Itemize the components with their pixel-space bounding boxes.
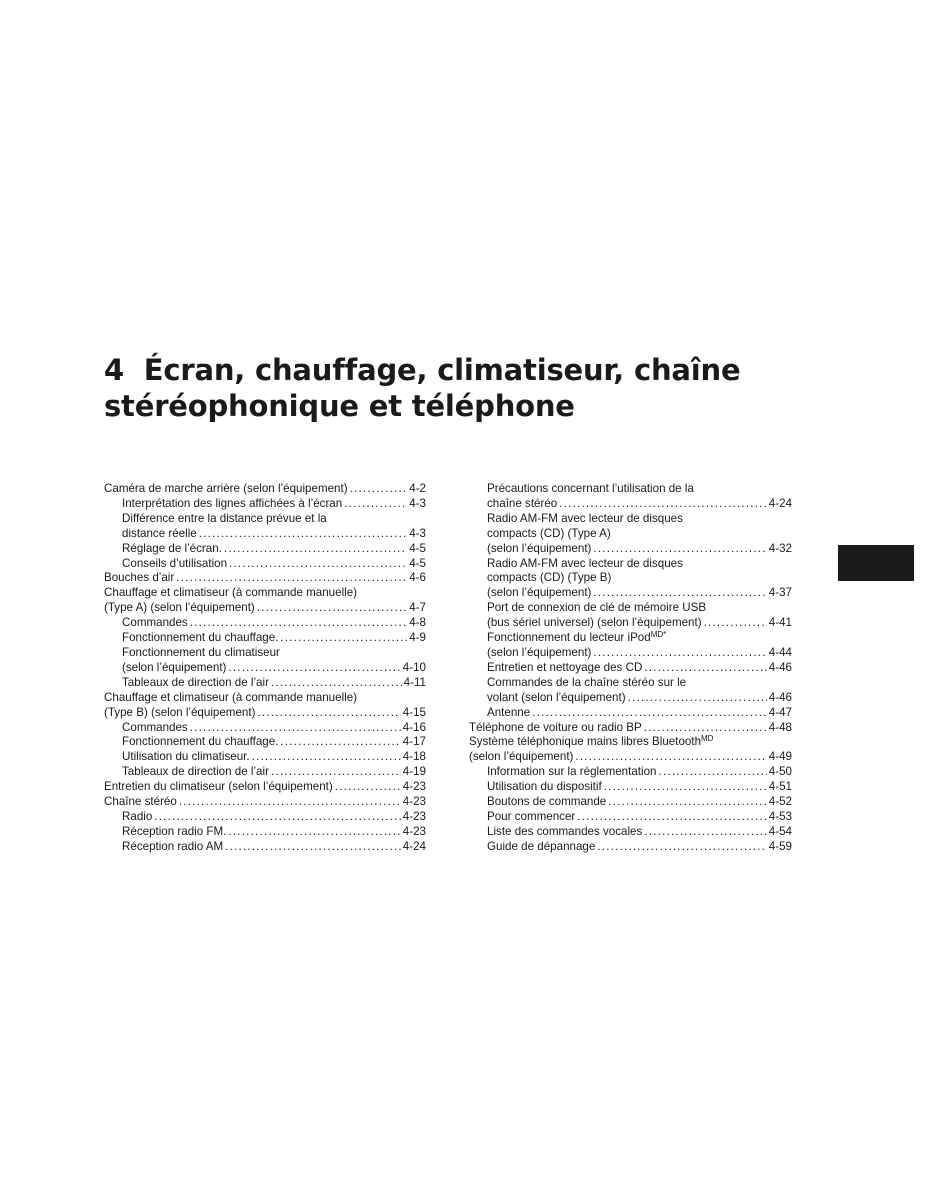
toc-leader-dots	[575, 750, 766, 765]
toc-page-number: 4-9	[409, 631, 426, 645]
toc-leader-dots	[280, 735, 400, 750]
toc-leader-dots	[335, 780, 401, 795]
toc-leader-dots	[154, 810, 400, 825]
toc-leader-dots	[559, 497, 767, 512]
toc-entry-title: Chaîne stéréo	[104, 795, 177, 809]
toc-leader-dots	[593, 586, 766, 601]
toc-entry[interactable]	[104, 810, 426, 825]
toc-entry[interactable]	[104, 542, 426, 557]
toc-page-number: 4-50	[768, 765, 792, 779]
toc-page-number: 4-19	[402, 765, 426, 779]
toc-superscript: MD	[701, 734, 714, 744]
toc-leader-dots	[597, 840, 766, 855]
toc-page-number: 4-46	[768, 660, 792, 674]
toc-page-number: 4-23	[402, 824, 426, 838]
toc-entry[interactable]	[104, 676, 426, 691]
toc-entry-title: Commandes	[122, 616, 188, 630]
toc-leader-dots	[659, 765, 767, 780]
toc-page-number: 4-10	[402, 660, 426, 674]
chapter-title	[104, 352, 844, 424]
toc-page-number: 4-44	[768, 645, 792, 659]
toc-leader-dots	[350, 482, 408, 497]
toc-entry-title: Entretien du climatiseur (selon l’équipement)	[104, 780, 333, 794]
toc-page-number: 4-46	[768, 690, 792, 704]
toc-leader-dots	[190, 616, 408, 631]
toc-entry[interactable]	[469, 601, 792, 631]
toc-leader-dots	[644, 661, 766, 676]
toc-page-number: 4-23	[402, 809, 426, 823]
toc-entry-title: Interprétation des lignes affichées à l’écran	[122, 496, 343, 510]
toc-entry-title: Boutons de commande	[487, 795, 607, 809]
toc-page-number: 4-2	[409, 482, 426, 495]
toc-page-number: 4-37	[768, 586, 792, 600]
toc-entry[interactable]	[469, 721, 792, 736]
toc-entry[interactable]	[104, 795, 426, 810]
toc-page-number: 4-23	[402, 780, 426, 794]
toc-entry-title: compacts (CD) (Type A)	[487, 526, 611, 540]
toc-page-number: 4-51	[768, 780, 792, 794]
toc-entry-title: Guide de dépannage	[487, 839, 596, 853]
toc-page-number: 4-52	[768, 795, 792, 809]
toc-right-column	[469, 482, 792, 855]
toc-entry-title: Fonctionnement du lecteur iPod	[487, 631, 651, 645]
toc-entry[interactable]	[104, 691, 426, 721]
toc-entry-title: compacts (CD) (Type B)	[487, 571, 612, 585]
toc-entry-title: Entretien et nettoyage des CD	[487, 660, 643, 674]
toc-page-number: 4-48	[768, 720, 792, 734]
toc-entry[interactable]	[469, 706, 792, 721]
toc-leader-dots	[176, 571, 407, 586]
toc-entry-title: Réception radio AM	[122, 839, 224, 853]
toc-entry-title: Antenne	[487, 705, 531, 719]
toc-entry[interactable]	[469, 661, 792, 676]
toc-entry[interactable]	[104, 482, 426, 497]
toc-entry-title: Radio AM-FM avec lecteur de disques	[487, 511, 683, 525]
toc-entry[interactable]	[104, 557, 426, 572]
toc-entry-title: Radio	[122, 809, 153, 823]
toc-entry-title: (selon l’équipement)	[122, 660, 227, 674]
toc-entry[interactable]	[104, 735, 426, 750]
toc-leader-dots	[704, 616, 767, 631]
toc-page-number: 4-16	[402, 720, 426, 734]
toc-entry-title: Réception radio FM.	[122, 824, 227, 838]
toc-leader-dots	[257, 601, 407, 616]
toc-page-number: 4-3	[409, 496, 426, 510]
toc-entry-title: (bus sériel universel) (selon l’équipement)	[487, 616, 702, 630]
toc-leader-dots	[190, 721, 401, 736]
toc-page-number: 4-18	[402, 750, 426, 764]
toc-entry[interactable]	[469, 482, 792, 512]
toc-entry[interactable]	[469, 557, 792, 602]
toc-entry[interactable]	[104, 497, 426, 512]
toc-entry-title: Réglage de l’écran.	[122, 541, 222, 555]
toc-entry[interactable]	[104, 646, 426, 676]
toc-page-number: 4-54	[768, 824, 792, 838]
toc-entry-title: Tableaux de direction de l’air	[122, 675, 269, 689]
toc-leader-dots	[577, 810, 767, 825]
toc-entry-title: Utilisation du climatiseur.	[122, 750, 250, 764]
toc-entry[interactable]	[469, 840, 792, 855]
toc-entry-title: Précautions concernant l’utilisation de la	[487, 482, 694, 495]
toc-page-number: 4-17	[402, 735, 426, 749]
toc-entry[interactable]	[469, 780, 792, 795]
toc-entry[interactable]	[469, 631, 792, 661]
toc-leader-dots	[271, 676, 402, 691]
toc-entry[interactable]	[104, 571, 426, 586]
toc-leader-dots	[252, 750, 401, 765]
toc-entry-title: Conseils d’utilisation	[122, 556, 228, 570]
toc-entry[interactable]	[104, 721, 426, 736]
toc-leader-dots	[608, 795, 767, 810]
toc-entry-title: (selon l’équipement)	[487, 586, 592, 600]
toc-entry[interactable]	[469, 735, 792, 765]
toc-entry-title: (selon l’équipement)	[487, 541, 592, 555]
chapter-tab-marker	[838, 545, 914, 581]
toc-leader-dots	[593, 542, 766, 557]
toc-leader-dots	[593, 646, 766, 661]
toc-entry-title: Système téléphonique mains libres Bluetooth	[469, 735, 702, 749]
toc-entry[interactable]	[104, 750, 426, 765]
toc-entry-title: Liste des commandes vocales	[487, 824, 643, 838]
toc-entry-title: Commandes de la chaîne stéréo sur le	[487, 675, 687, 689]
toc-entry[interactable]	[469, 676, 792, 706]
toc-page-number: 4-47	[768, 705, 792, 719]
chapter-title-line1: 4 Écran, chauffage, climatiseur, chaîne	[104, 353, 741, 387]
toc-page-number: 4-15	[402, 705, 426, 719]
toc-leader-dots	[532, 706, 767, 721]
toc-entry-title: (selon l’équipement)	[469, 750, 574, 764]
toc-entry[interactable]	[104, 616, 426, 631]
toc-leader-dots	[224, 542, 407, 557]
toc-entry[interactable]	[104, 765, 426, 780]
toc-page-number: 4-53	[768, 809, 792, 823]
toc-entry[interactable]	[469, 795, 792, 810]
toc-entry-title: Tableaux de direction de l’air	[122, 765, 269, 779]
toc-leader-dots	[229, 557, 407, 572]
toc-entry[interactable]	[469, 825, 792, 840]
toc-page-number: 4-32	[768, 541, 792, 555]
toc-page-number: 4-8	[409, 616, 426, 630]
toc-entry[interactable]	[104, 780, 426, 795]
toc-entry[interactable]	[104, 840, 426, 855]
toc-entry-title: Commandes	[122, 720, 188, 734]
toc-leader-dots	[228, 825, 400, 840]
toc-leader-dots	[257, 706, 400, 721]
toc-entry-title: Port de connexion de clé de mémoire USB	[487, 601, 707, 615]
toc-entry-title: Information sur la réglementation	[487, 765, 657, 779]
toc-page-number: 4-41	[768, 616, 792, 630]
toc-entry[interactable]	[104, 631, 426, 646]
toc-entry[interactable]	[469, 512, 792, 557]
toc-page-number: 4-7	[409, 601, 426, 615]
toc-entry-title: Bouches d’air	[104, 571, 175, 585]
toc-page-number: 4-6	[409, 571, 426, 585]
toc-entry-title: Radio AM-FM avec lecteur de disques	[487, 556, 683, 570]
toc-leader-dots	[344, 497, 407, 512]
toc-leader-dots	[179, 795, 401, 810]
toc-entry-title: volant (selon l’équipement)	[487, 690, 626, 704]
toc-entry-title: (selon l’équipement)	[487, 645, 592, 659]
toc-entry-title: (Type B) (selon l’équipement)	[104, 705, 256, 719]
toc-entry-title: Fonctionnement du climatiseur	[122, 645, 280, 659]
toc-page-number: 4-24	[402, 839, 426, 853]
toc-leader-dots	[644, 825, 766, 840]
chapter-title-line2: stéréophonique et téléphone	[104, 389, 575, 423]
toc-entry-title: Caméra de marche arrière (selon l’équipement)	[104, 482, 348, 495]
toc-page-number: 4-49	[768, 750, 792, 764]
toc-entry-title: Utilisation du dispositif	[487, 780, 602, 794]
toc-entry-title: distance réelle	[122, 526, 197, 540]
toc-entry-title: Chauffage et climatiseur (à commande manuelle)	[104, 690, 358, 704]
toc-entry-title: Fonctionnement du chauffage.	[122, 735, 279, 749]
toc-page-number: 4-3	[409, 526, 426, 540]
toc-entry[interactable]	[469, 810, 792, 825]
toc-entry-title: Chauffage et climatiseur (à commande manuelle)	[104, 586, 358, 600]
toc-page-number: 4-24	[768, 496, 792, 510]
toc-entry-title: (Type A) (selon l’équipement)	[104, 601, 255, 615]
toc-page-number: 4-5	[409, 556, 426, 570]
toc-leader-dots	[280, 631, 407, 646]
toc-superscript: MD*	[650, 630, 667, 640]
toc-entry[interactable]	[469, 765, 792, 780]
toc-page-number: 4-59	[768, 839, 792, 853]
toc-leader-dots	[225, 840, 401, 855]
toc-entry-title: chaîne stéréo	[487, 496, 558, 510]
toc-left-column	[104, 482, 426, 855]
toc-entry[interactable]	[104, 512, 426, 542]
toc-leader-dots	[199, 527, 407, 542]
toc-leader-dots	[604, 780, 767, 795]
toc-entry-title: Fonctionnement du chauffage.	[122, 631, 279, 645]
toc-page-number: 4-5	[409, 541, 426, 555]
toc-page-number: 4-23	[402, 795, 426, 809]
toc-leader-dots	[271, 765, 401, 780]
toc-entry[interactable]	[104, 586, 426, 616]
toc-leader-dots	[628, 691, 767, 706]
toc-page-number: 4-11	[403, 675, 426, 689]
toc-entry-title: Différence entre la distance prévue et la	[122, 511, 327, 525]
toc-entry[interactable]	[104, 825, 426, 840]
toc-leader-dots	[644, 721, 767, 736]
toc-entry-title: Téléphone de voiture ou radio BP	[469, 720, 642, 734]
toc-leader-dots	[228, 661, 400, 676]
toc-entry-title: Pour commencer	[487, 809, 576, 823]
